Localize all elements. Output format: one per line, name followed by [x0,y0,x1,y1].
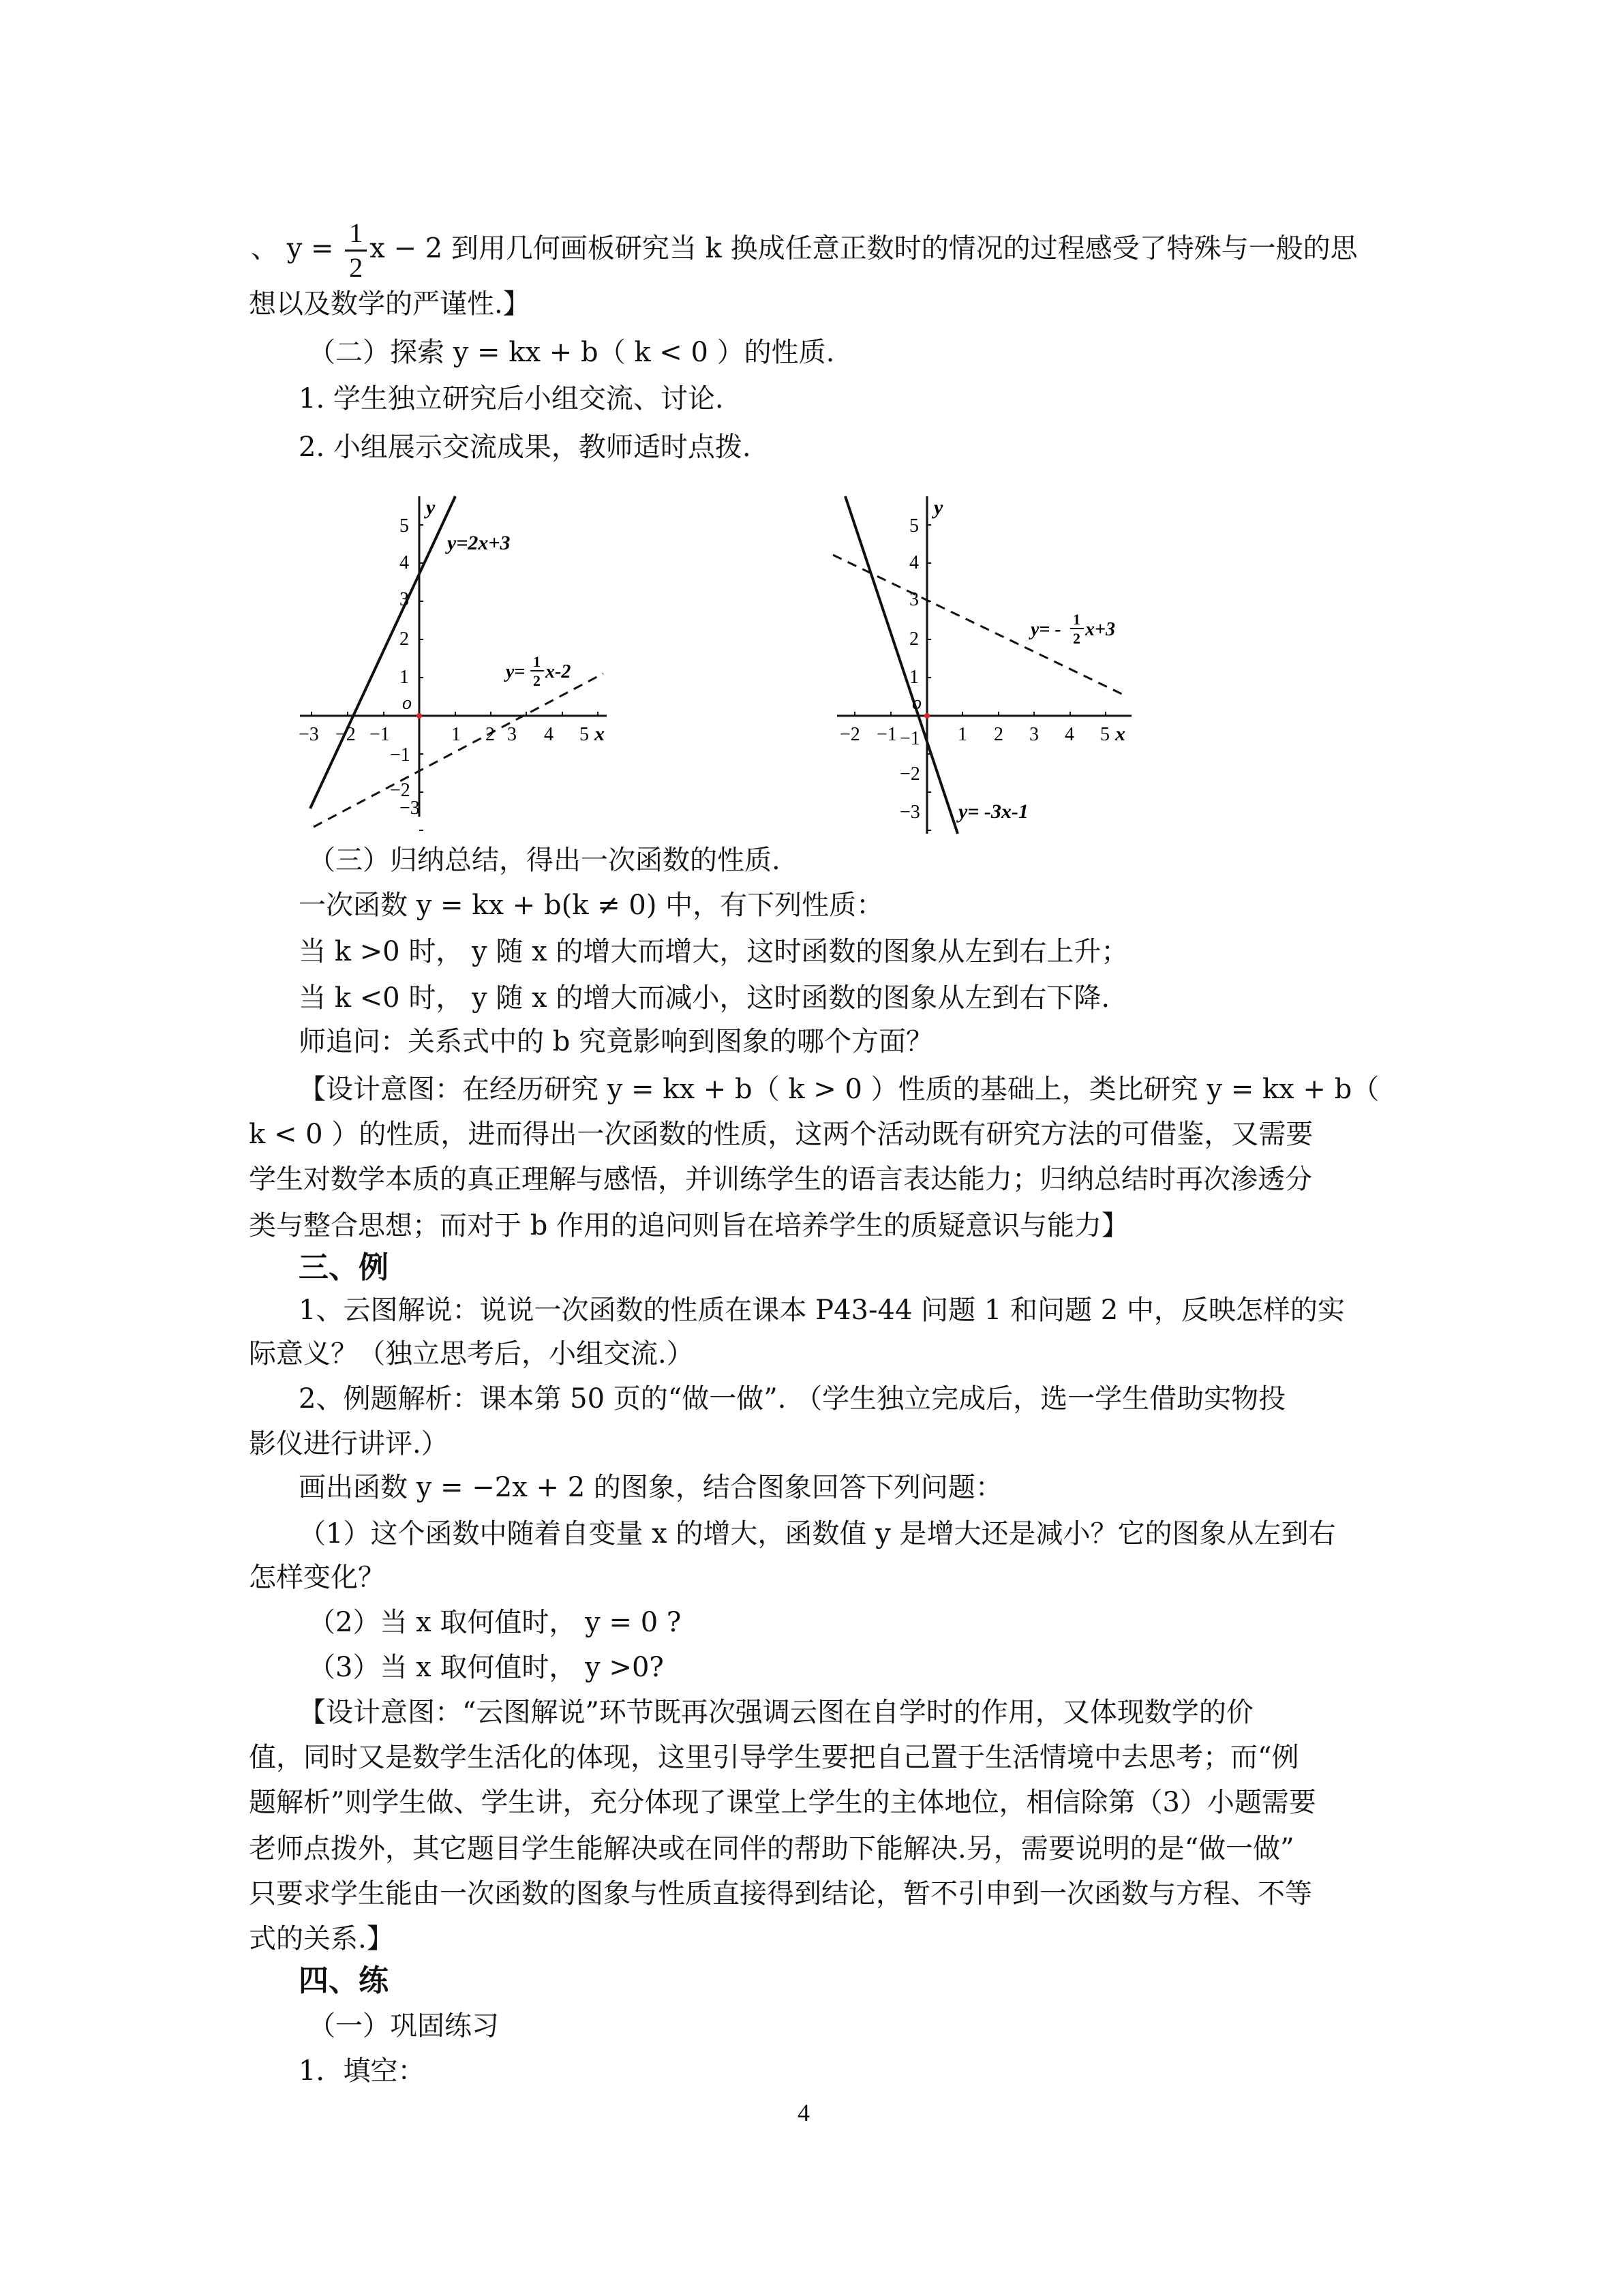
x-tick-label: 3 [1029,724,1039,745]
paragraph-line: 当 k >0 时， y 随 x 的增大而增大，这时函数的图象从左到右上升； [299,936,1129,967]
line-label-prefix: y= [506,661,526,682]
y-axis-label: y [426,496,436,519]
paragraph-line: 一次函数 y = kx + b(k ≠ 0) 中，有下列性质： [299,890,884,921]
y-axis-label: y [934,496,943,519]
line-y-half-x-minus-2 [314,674,603,827]
paragraph-line: （1）这个函数中随着自变量 x 的增大，函数值 y 是增大还是减小？它的图象从左到右 [299,1518,1336,1550]
x-axis-label: x [594,723,605,745]
fraction-denominator: 2 [349,252,363,283]
paragraph-line: （3）当 x 取何值时， y >0? [308,1652,664,1683]
origin-dot [416,713,422,719]
list-item: 2. 小组展示交流成果，教师适时点拨. [299,432,751,463]
line-label-fraction-den: 2 [533,672,541,689]
line-label: y= -3x-1 [958,800,1029,823]
section-heading: 三、例 [299,1250,389,1285]
paragraph-line: 影仪进行讲评.） [249,1428,449,1460]
section-heading: 四、练 [299,1963,389,1998]
y-tick-label: 1 [399,667,409,688]
x-tick-label: 4 [544,724,553,745]
y-tick-label: −1 [390,744,410,766]
paragraph-line: 2、例题解析：课本第 50 页的“做一做”. （学生独立完成后，选一学生借助实物投 [299,1383,1286,1415]
paragraph-line: 式的关系.】 [249,1923,394,1954]
line-label-fraction-den: 2 [1073,630,1080,647]
origin-label: o [912,693,922,714]
paragraph-line: 际意义？（独立思考后，小组交流.） [249,1338,694,1370]
line-label-prefix: y= - [1031,619,1061,640]
y-tick-label: −1 [900,728,920,749]
x-tick-label: 2 [485,724,495,745]
paragraph-line: 当 k <0 时， y 随 x 的增大而减小，这时函数的图象从左到右下降. [299,982,1110,1014]
line-label-fraction-num: 1 [1073,611,1080,628]
x-tick-label: 1 [451,724,461,745]
y-tick-label: 5 [399,515,409,537]
line-y-neg-half-x-plus-3 [833,555,1125,695]
paragraph-line: （一）巩固练习 [308,2010,499,2042]
x-tick-label: 3 [507,724,517,745]
paragraph-line: 师追问：关系式中的 b 究竟影响到图象的哪个方面？ [299,1026,934,1057]
y-tick-label: 3 [399,589,409,610]
x-tick-label: −1 [877,724,897,745]
origin-dot [924,713,930,719]
paragraph-line: 想以及数学的严谨性.】 [249,288,530,320]
y-tick-label: 4 [399,552,409,573]
paragraph-line: （2）当 x 取何值时， y = 0 ? [308,1607,682,1638]
section-heading: （二）探索 y = kx + b（ k < 0 ）的性质. [308,337,835,368]
graph-left-svg [286,489,641,844]
paragraph-line: 怎样变化？ [249,1562,385,1593]
paragraph-line: 类与整合思想；而对于 b 作用的追问则旨在培养学生的质疑意识与能力】 [249,1210,1129,1241]
x-tick-label: 4 [1065,724,1074,745]
x-tick-label: 2 [994,724,1003,745]
page-number: 4 [798,2099,810,2126]
paragraph-line: 值，同时又是数学生活化的体现，这里引导学生要把自己置于生活情境中去思考；而“例 [249,1742,1299,1773]
fraction [345,217,367,284]
y-tick-label: 1 [909,667,919,688]
paragraph-line: 只要求学生能由一次函数的图象与性质直接得到结论，暂不引申到一次函数与方程、不等 [249,1878,1312,1909]
line-label-suffix: x+3 [1085,619,1115,640]
x-tick-label: 1 [958,724,967,745]
y-tick-label: 3 [909,589,919,610]
x-tick-label: −2 [840,724,860,745]
paragraph-line: 学生对数学本质的真正理解与感悟，并训练学生的语言表达能力；归纳总结时再次渗透分 [249,1164,1312,1195]
x-tick-label: −2 [335,724,356,745]
y-tick-label: 4 [909,552,919,573]
paragraph-line: 1、云图解说：说说一次函数的性质在课本 P43-44 问题 1 和问题 2 中，反映怎样的实 [299,1295,1345,1326]
y-tick-label: −2 [390,780,410,801]
y-tick-label: −2 [900,764,920,785]
y-tick-label: 5 [909,515,919,537]
y-tick-label: −3 [900,802,920,823]
line-label: y=2x+3 [447,532,511,554]
y-tick-label: −3 [399,798,420,819]
paragraph-line: 【设计意图：“云图解说”环节既再次强调云图在自学时的作用，又体现数学的价 [299,1697,1254,1728]
paragraph-line: k < 0 ）的性质，进而得出一次函数的性质，这两个活动既有研究方法的可借鉴，又需要 [249,1119,1314,1150]
text-fragment: 、 y = [251,232,343,265]
paragraph-line: 老师点拨外，其它题目学生能解决或在同伴的帮助下能解决.另，需要说明的是“做一做” [249,1833,1294,1864]
paragraph-line: 题解析”则学生做、学生讲，充分体现了课堂上学生的主体地位，相信除第（3）小题需要 [249,1787,1316,1818]
x-tick-label: −3 [299,724,319,745]
line-y-2x-plus-3 [310,496,455,809]
fraction-numerator: 1 [345,217,367,252]
x-tick-label: 5 [579,724,589,745]
paragraph-line: 画出函数 y = −2x + 2 的图象，结合图象回答下列问题： [299,1472,1003,1503]
y-tick-label: 2 [909,629,919,650]
list-item: 1. 学生独立研究后小组交流、讨论. [299,383,724,414]
graph-right [825,489,1145,844]
y-tick-label: 2 [399,629,409,650]
paragraph-line: 【设计意图：在经历研究 y = kx + b（ k > 0 ）性质的基础上，类比研究 y = kx + b（ [299,1074,1380,1105]
x-tick-label: −1 [369,724,390,745]
line-label-fraction-num: 1 [533,653,541,670]
text-fragment: x − 2 到用几何画板研究当 k 换成任意正数时的情况的过程感受了特殊与一般的思 [369,232,1358,265]
x-tick-label: 5 [1100,724,1110,745]
paragraph-line [251,217,1358,284]
graph-left [286,489,641,844]
graph-right-svg [825,489,1145,844]
paragraph-line: 1．填空： [299,2055,425,2087]
section-heading: （三）归纳总结，得出一次函数的性质. [308,845,780,876]
origin-label: o [402,693,412,714]
x-axis-label: x [1115,723,1125,745]
line-label-suffix: x-2 [545,661,571,682]
